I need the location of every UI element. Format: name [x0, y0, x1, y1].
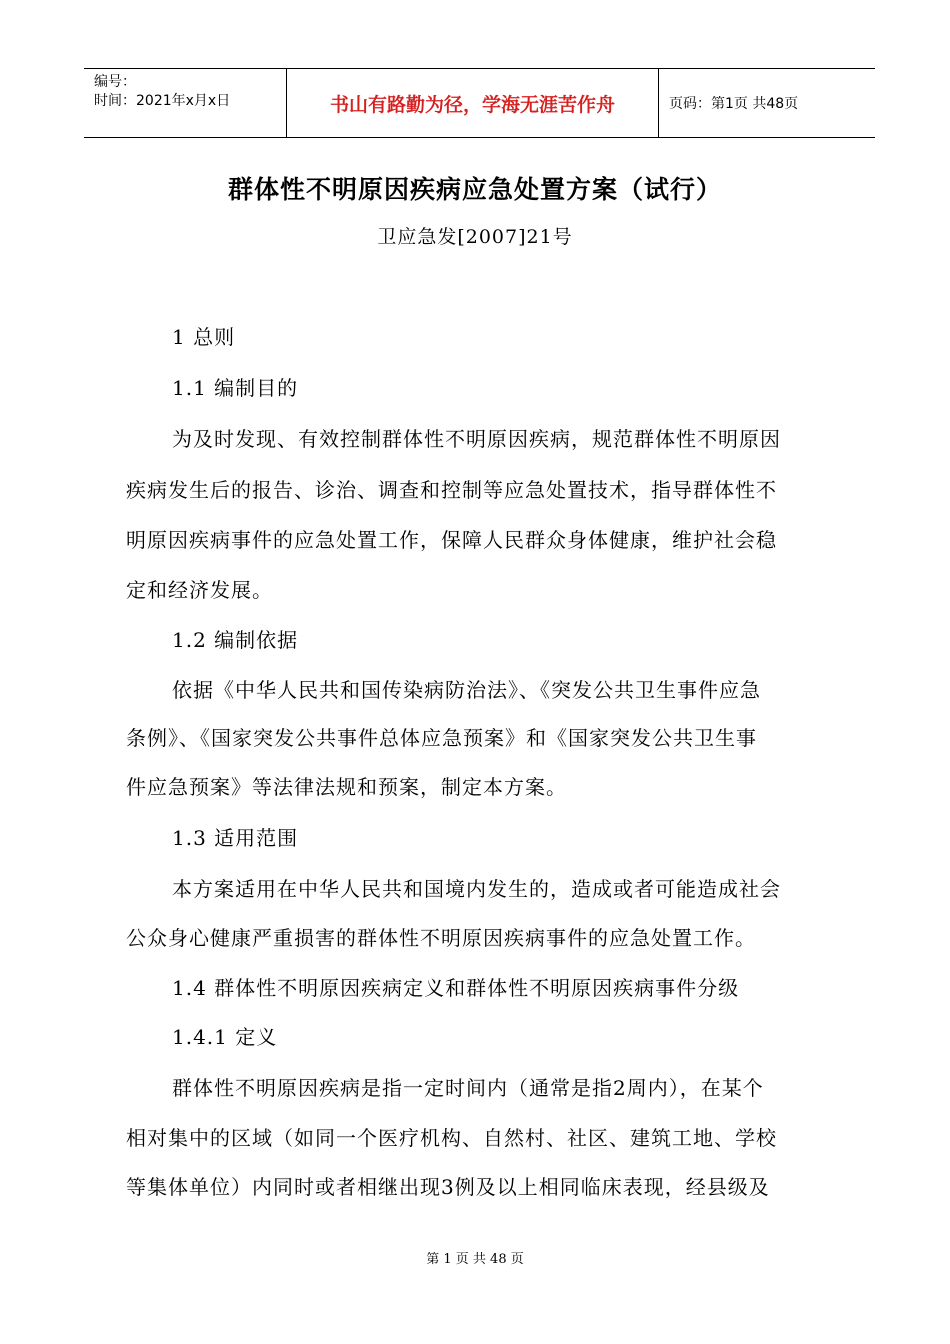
paragraph-line: 群体性不明原因疾病是指一定时间内（通常是指2周内），在某个: [172, 1076, 764, 1100]
paragraph-line: 公众身心健康严重损害的群体性不明原因疾病事件的应急处置工作。: [126, 926, 756, 950]
paragraph-line: 条例》、《国家突发公共事件总体应急预案》和《国家突发公共卫生事: [126, 726, 757, 750]
section-heading: 1.2 编制依据: [172, 628, 299, 652]
page-footer: 第 1 页 共 48 页: [426, 1252, 524, 1267]
paragraph-line: 件应急预案》等法律法规和预案，制定本方案。: [126, 775, 567, 799]
paragraph-line: 为及时发现、有效控制群体性不明原因疾病，规范群体性不明原因: [172, 427, 781, 451]
document-title: 群体性不明原因疾病应急处置方案（试行）: [227, 175, 722, 204]
section-heading: 1 总则: [172, 325, 236, 349]
section-heading: 1.1 编制目的: [172, 376, 299, 400]
header-page-info: 页码：第1页 共48页: [669, 96, 799, 112]
header-divider: [658, 69, 659, 137]
paragraph-line: 疾病发生后的报告、诊治、调查和控制等应急处置技术，指导群体性不: [126, 478, 777, 502]
paragraph-line: 本方案适用在中华人民共和国境内发生的，造成或者可能造成社会: [172, 877, 781, 901]
paragraph-line: 定和经济发展。: [126, 578, 273, 602]
header-meta: [94, 73, 230, 111]
document-number: 卫应急发[2007]21号: [377, 226, 573, 248]
paragraph-line: 等集体单位）内同时或者相继出现3例及以上相同临床表现，经县级及: [126, 1175, 770, 1199]
time-label: 时间：2021年x月x日: [94, 93, 231, 109]
paragraph-line: 相对集中的区域（如同一个医疗机构、自然村、社区、建筑工地、学校: [126, 1126, 777, 1150]
section-heading: 1.3 适用范围: [172, 826, 299, 850]
paragraph-line: 依据《中华人民共和国传染病防治法》、《突发公共卫生事件应急: [172, 678, 761, 702]
paragraph-line: 明原因疾病事件的应急处置工作，保障人民群众身体健康，维护社会稳: [126, 528, 777, 552]
header-motto: 书山有路勤为径，学海无涯苦作舟: [329, 93, 615, 116]
section-heading: 1.4 群体性不明原因疾病定义和群体性不明原因疾病事件分级: [172, 976, 740, 1000]
page-header: [84, 68, 875, 138]
section-heading: 1.4.1 定义: [172, 1025, 278, 1049]
number-label: 编号：: [94, 74, 136, 90]
